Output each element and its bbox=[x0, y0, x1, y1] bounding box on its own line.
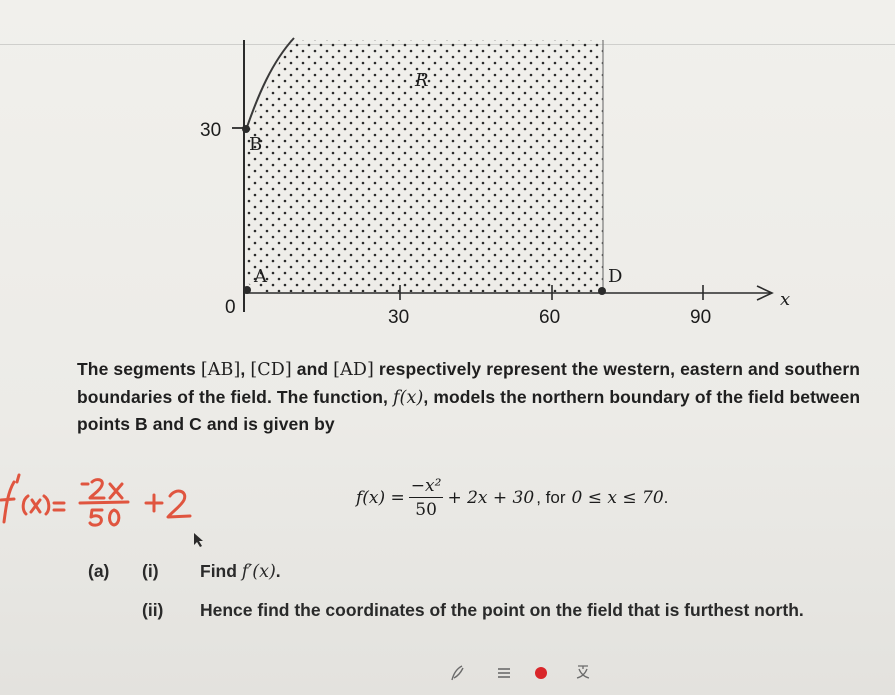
question-ii-text: Hence find the coordinates of the point on the field that is furthest north. bbox=[200, 600, 804, 620]
segment-ad: [AD] bbox=[333, 360, 374, 380]
function-name: f(x) bbox=[392, 387, 424, 408]
question-part-i: (i) bbox=[142, 561, 159, 581]
fraction-denominator: 50 bbox=[415, 500, 437, 520]
paragraph-text: respectively represent the western, eastern and southern boundaries of the field. The function, bbox=[77, 359, 861, 407]
paragraph-text: and bbox=[291, 359, 334, 379]
paragraph-sep: , bbox=[240, 359, 251, 379]
pen-icon[interactable] bbox=[452, 666, 463, 680]
handwritten-derivative bbox=[0, 470, 200, 530]
question-i-label: Find bbox=[200, 561, 242, 581]
record-dot-icon[interactable] bbox=[535, 667, 547, 679]
x-tick-label-60: 60 bbox=[539, 307, 561, 328]
segment-ab: [AB] bbox=[200, 360, 241, 380]
question-i-text bbox=[200, 561, 281, 582]
translate-icon[interactable] bbox=[577, 666, 589, 678]
formula-rest: + 2x + 30 bbox=[447, 488, 535, 508]
origin-label: 0 bbox=[225, 297, 236, 318]
point-a-marker bbox=[243, 286, 251, 294]
function-definition bbox=[356, 468, 668, 528]
y-tick-label-30: 30 bbox=[200, 120, 222, 141]
formula-end: . bbox=[663, 488, 669, 507]
x-tick-label-90: 90 bbox=[690, 307, 712, 328]
point-b-marker bbox=[242, 125, 250, 133]
problem-paragraph bbox=[77, 356, 889, 438]
x-axis-label: x bbox=[780, 289, 791, 310]
fraction-numerator: −x² bbox=[410, 476, 442, 496]
question-part-a: (a) bbox=[88, 561, 110, 581]
point-a-label: A bbox=[254, 266, 267, 287]
question-i-end: . bbox=[275, 561, 281, 581]
paragraph-text: The segments bbox=[77, 359, 201, 379]
question-i-math: f′(x) bbox=[241, 562, 276, 582]
segment-cd: [CD] bbox=[250, 360, 292, 380]
question-part-ii: (ii) bbox=[142, 600, 164, 620]
formula-domain: 0 ≤ x ≤ 70 bbox=[571, 488, 664, 508]
point-b-label: B bbox=[249, 134, 263, 155]
mouse-cursor-icon bbox=[192, 532, 206, 548]
menu-icon[interactable] bbox=[498, 669, 510, 677]
formula-lhs: f(x) = bbox=[356, 488, 405, 508]
paragraph-text: , models the northern boundary of the field between points B and C and is given by bbox=[77, 386, 861, 434]
formula-fraction bbox=[409, 476, 444, 520]
region-label: R bbox=[415, 70, 429, 91]
point-d-marker bbox=[598, 287, 606, 295]
formula-domain-text: , for bbox=[536, 488, 566, 507]
x-tick-label-30: 30 bbox=[388, 307, 410, 328]
bottom-toolbar bbox=[440, 660, 600, 686]
point-d-label: D bbox=[608, 266, 623, 287]
